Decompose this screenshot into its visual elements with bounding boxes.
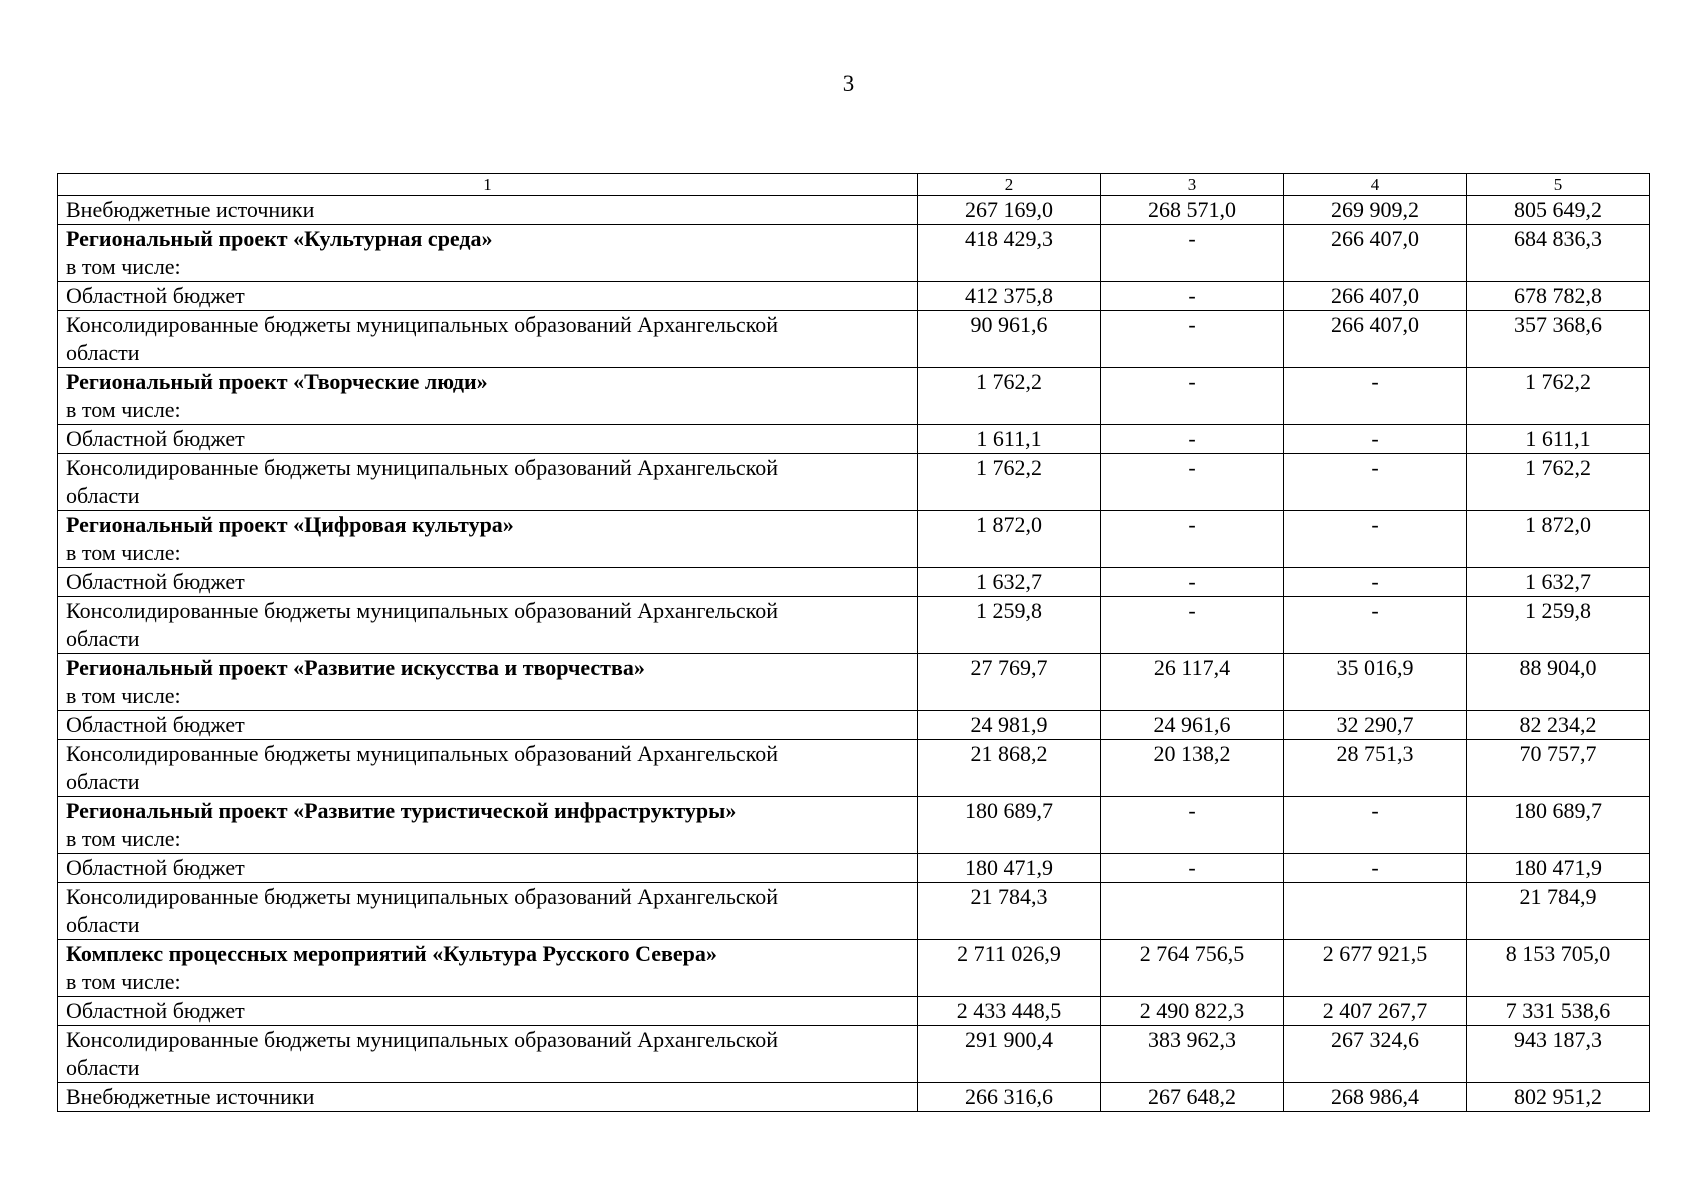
value-cell: - — [1101, 854, 1284, 883]
row-label-continuation: области — [66, 1055, 140, 1080]
table-row — [58, 454, 1650, 511]
table-row — [58, 568, 1650, 597]
section-subtitle: в том числе: — [66, 540, 181, 565]
value-cell: 21 784,3 — [918, 883, 1101, 940]
value-cell: 1 259,8 — [918, 597, 1101, 654]
budget-table — [57, 173, 1650, 1112]
row-label-cell — [58, 883, 918, 940]
value-cell: 180 471,9 — [1467, 854, 1650, 883]
row-label: Консолидированные бюджеты муниципальных образований Архангельской — [66, 1027, 779, 1052]
value-cell: 684 836,3 — [1467, 225, 1650, 282]
value-cell: 82 234,2 — [1467, 711, 1650, 740]
value-cell: 1 611,1 — [1467, 425, 1650, 454]
value-cell: - — [1101, 597, 1284, 654]
row-label: Консолидированные бюджеты муниципальных образований Архангельской — [66, 312, 779, 337]
row-label: Внебюджетные источники — [66, 197, 315, 222]
value-cell: 2 711 026,9 — [918, 940, 1101, 997]
value-cell: - — [1284, 454, 1467, 511]
table-row — [58, 1026, 1650, 1083]
row-label-cell — [58, 1083, 918, 1112]
row-label-cell — [58, 654, 918, 711]
row-label-cell — [58, 597, 918, 654]
row-label-cell — [58, 854, 918, 883]
table-row — [58, 425, 1650, 454]
row-label-continuation: области — [66, 912, 140, 937]
value-cell: 412 375,8 — [918, 282, 1101, 311]
column-number-cell: 1 — [58, 174, 918, 196]
row-label-continuation: области — [66, 340, 140, 365]
value-cell: - — [1284, 854, 1467, 883]
table-body — [58, 174, 1650, 1112]
value-cell: 21 868,2 — [918, 740, 1101, 797]
table-row — [58, 368, 1650, 425]
table-row — [58, 740, 1650, 797]
row-label: Внебюджетные источники — [66, 1084, 315, 1109]
section-title: Региональный проект «Творческие люди» — [66, 369, 488, 394]
value-cell — [1101, 883, 1284, 940]
row-label-cell — [58, 997, 918, 1026]
table-row — [58, 282, 1650, 311]
section-subtitle: в том числе: — [66, 397, 181, 422]
row-label-cell — [58, 797, 918, 854]
value-cell: - — [1284, 425, 1467, 454]
value-cell: 1 632,7 — [918, 568, 1101, 597]
row-label-cell — [58, 225, 918, 282]
table-row — [58, 311, 1650, 368]
value-cell: 21 784,9 — [1467, 883, 1650, 940]
value-cell: 28 751,3 — [1284, 740, 1467, 797]
value-cell: 678 782,8 — [1467, 282, 1650, 311]
value-cell: 267 324,6 — [1284, 1026, 1467, 1083]
row-label-cell — [58, 282, 918, 311]
row-label-continuation: области — [66, 769, 140, 794]
section-subtitle: в том числе: — [66, 254, 181, 279]
table-row — [58, 797, 1650, 854]
value-cell: 1 872,0 — [1467, 511, 1650, 568]
value-cell: - — [1101, 282, 1284, 311]
value-cell: 8 153 705,0 — [1467, 940, 1650, 997]
value-cell: 2 407 267,7 — [1284, 997, 1467, 1026]
value-cell: - — [1101, 511, 1284, 568]
value-cell: 266 407,0 — [1284, 282, 1467, 311]
row-label-cell — [58, 196, 918, 225]
value-cell: 35 016,9 — [1284, 654, 1467, 711]
row-label-cell — [58, 511, 918, 568]
table-row — [58, 940, 1650, 997]
value-cell: 267 648,2 — [1101, 1083, 1284, 1112]
value-cell: - — [1284, 368, 1467, 425]
row-label-cell — [58, 1026, 918, 1083]
value-cell: 180 689,7 — [918, 797, 1101, 854]
row-label-cell — [58, 425, 918, 454]
table-row — [58, 997, 1650, 1026]
section-subtitle: в том числе: — [66, 969, 181, 994]
value-cell: 32 290,7 — [1284, 711, 1467, 740]
section-title: Региональный проект «Культурная среда» — [66, 226, 493, 251]
row-label-continuation: области — [66, 483, 140, 508]
value-cell: 180 471,9 — [918, 854, 1101, 883]
row-label: Областной бюджет — [66, 283, 245, 308]
row-label: Консолидированные бюджеты муниципальных образований Архангельской — [66, 598, 779, 623]
value-cell: 943 187,3 — [1467, 1026, 1650, 1083]
value-cell: 267 169,0 — [918, 196, 1101, 225]
value-cell: 383 962,3 — [1101, 1026, 1284, 1083]
table-row — [58, 854, 1650, 883]
value-cell: 1 872,0 — [918, 511, 1101, 568]
value-cell: 88 904,0 — [1467, 654, 1650, 711]
table-row — [58, 654, 1650, 711]
value-cell: 7 331 538,6 — [1467, 997, 1650, 1026]
value-cell — [1284, 883, 1467, 940]
row-label: Консолидированные бюджеты муниципальных образований Архангельской — [66, 741, 779, 766]
table-row — [58, 711, 1650, 740]
row-label: Консолидированные бюджеты муниципальных образований Архангельской — [66, 884, 779, 909]
value-cell: 20 138,2 — [1101, 740, 1284, 797]
value-cell: - — [1101, 368, 1284, 425]
value-cell: 802 951,2 — [1467, 1083, 1650, 1112]
value-cell: 418 429,3 — [918, 225, 1101, 282]
value-cell: 1 611,1 — [918, 425, 1101, 454]
row-label: Областной бюджет — [66, 998, 245, 1023]
value-cell: - — [1284, 597, 1467, 654]
row-label: Консолидированные бюджеты муниципальных образований Архангельской — [66, 455, 779, 480]
table-row — [58, 597, 1650, 654]
value-cell: - — [1284, 797, 1467, 854]
page-number: 3 — [842, 71, 855, 96]
section-title: Комплекс процессных мероприятий «Культура Русского Севера» — [66, 941, 717, 966]
value-cell: 24 961,6 — [1101, 711, 1284, 740]
row-label: Областной бюджет — [66, 426, 245, 451]
value-cell: 805 649,2 — [1467, 196, 1650, 225]
column-number-cell: 4 — [1284, 174, 1467, 196]
value-cell: 2 764 756,5 — [1101, 940, 1284, 997]
value-cell: 2 677 921,5 — [1284, 940, 1467, 997]
value-cell: 1 762,2 — [918, 368, 1101, 425]
value-cell: - — [1101, 797, 1284, 854]
value-cell: 266 316,6 — [918, 1083, 1101, 1112]
row-label-continuation: области — [66, 626, 140, 651]
column-number-cell: 2 — [918, 174, 1101, 196]
value-cell: 1 259,8 — [1467, 597, 1650, 654]
value-cell: 1 762,2 — [918, 454, 1101, 511]
table-row — [58, 225, 1650, 282]
section-title: Региональный проект «Цифровая культура» — [66, 512, 514, 537]
value-cell: 1 762,2 — [1467, 368, 1650, 425]
table-row — [58, 883, 1650, 940]
column-number-row — [58, 174, 1650, 196]
row-label-cell — [58, 940, 918, 997]
value-cell: 24 981,9 — [918, 711, 1101, 740]
value-cell: 90 961,6 — [918, 311, 1101, 368]
value-cell: - — [1284, 568, 1467, 597]
value-cell: 1 762,2 — [1467, 454, 1650, 511]
value-cell: 291 900,4 — [918, 1026, 1101, 1083]
value-cell: 268 986,4 — [1284, 1083, 1467, 1112]
value-cell: 180 689,7 — [1467, 797, 1650, 854]
table-row — [58, 511, 1650, 568]
value-cell: 26 117,4 — [1101, 654, 1284, 711]
row-label-cell — [58, 740, 918, 797]
value-cell: 357 368,6 — [1467, 311, 1650, 368]
value-cell: - — [1101, 425, 1284, 454]
column-number-cell: 3 — [1101, 174, 1284, 196]
row-label-cell — [58, 711, 918, 740]
value-cell: 2 490 822,3 — [1101, 997, 1284, 1026]
section-title: Региональный проект «Развитие искусства и творчества» — [66, 655, 645, 680]
value-cell: 70 757,7 — [1467, 740, 1650, 797]
row-label: Областной бюджет — [66, 855, 245, 880]
value-cell: - — [1101, 311, 1284, 368]
value-cell: 268 571,0 — [1101, 196, 1284, 225]
row-label-cell — [58, 454, 918, 511]
value-cell: 269 909,2 — [1284, 196, 1467, 225]
section-title: Региональный проект «Развитие туристической инфраструктуры» — [66, 798, 737, 823]
value-cell: 1 632,7 — [1467, 568, 1650, 597]
row-label: Областной бюджет — [66, 712, 245, 737]
section-subtitle: в том числе: — [66, 683, 181, 708]
value-cell: - — [1101, 454, 1284, 511]
row-label: Областной бюджет — [66, 569, 245, 594]
section-subtitle: в том числе: — [66, 826, 181, 851]
value-cell: 266 407,0 — [1284, 311, 1467, 368]
value-cell: - — [1101, 568, 1284, 597]
value-cell: - — [1101, 225, 1284, 282]
value-cell: 27 769,7 — [918, 654, 1101, 711]
value-cell: 266 407,0 — [1284, 225, 1467, 282]
value-cell: - — [1284, 511, 1467, 568]
value-cell: 2 433 448,5 — [918, 997, 1101, 1026]
table-row — [58, 196, 1650, 225]
table-row — [58, 1083, 1650, 1112]
row-label-cell — [58, 568, 918, 597]
column-number-cell: 5 — [1467, 174, 1650, 196]
row-label-cell — [58, 368, 918, 425]
row-label-cell — [58, 311, 918, 368]
